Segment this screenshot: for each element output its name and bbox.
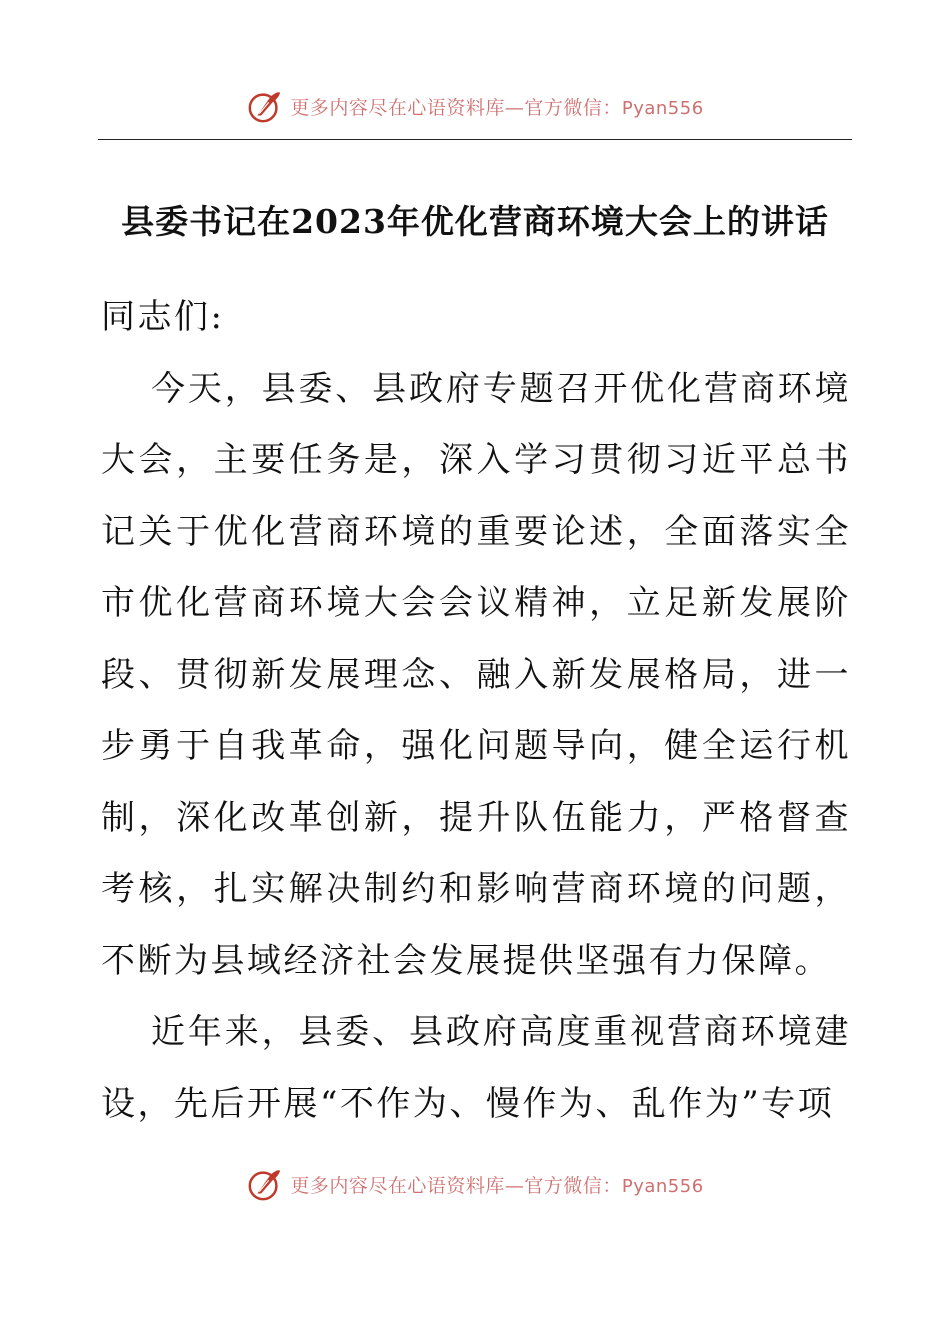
salutation: 同志们: <box>101 297 225 337</box>
document-title: 县委书记在2023年优化营商环境大会上的讲话 <box>121 202 829 241</box>
paragraph-1: 今天，县委、县政府专题召开优化营商环境大会，主要任务是，深入学习贯彻习近平总书记关于优化营商环境的重要论述，全面落实全市优化营商环境大会会议精神，立足新发展阶段、贯彻新发展理念、融入新发展格局，进一步勇于自我革命，强化问题导向，健全运行机制，深化改革创新，提升队伍能力，严格督查考核，扎实解决制约和影响营商环境的问题，不断为县域经济社会发展提供坚强有力保障。 <box>101 368 851 981</box>
header-banner <box>0 84 950 128</box>
footer-banner-content <box>246 1165 703 1203</box>
paragraph-2: 近年来，县委、县政府高度重视营商环境建设，先后开展“不作为、慢作为、乱作为”专项 <box>101 1012 851 1124</box>
footer-banner <box>0 1162 950 1206</box>
quill-pen-logo-icon <box>246 87 284 125</box>
footer-banner-label: 更多内容尽在心语资料库—官方微信：Pyan556 <box>290 1174 704 1197</box>
header-banner-content <box>246 87 703 125</box>
quill-pen-logo-icon <box>246 1165 284 1203</box>
header-banner-label: 更多内容尽在心语资料库—官方微信：Pyan556 <box>290 96 704 119</box>
header-divider <box>98 139 852 140</box>
footer-wechat-id: Pyan556 <box>621 1175 704 1197</box>
document-body <box>101 282 851 1140</box>
header-wechat-id: Pyan556 <box>621 97 704 119</box>
